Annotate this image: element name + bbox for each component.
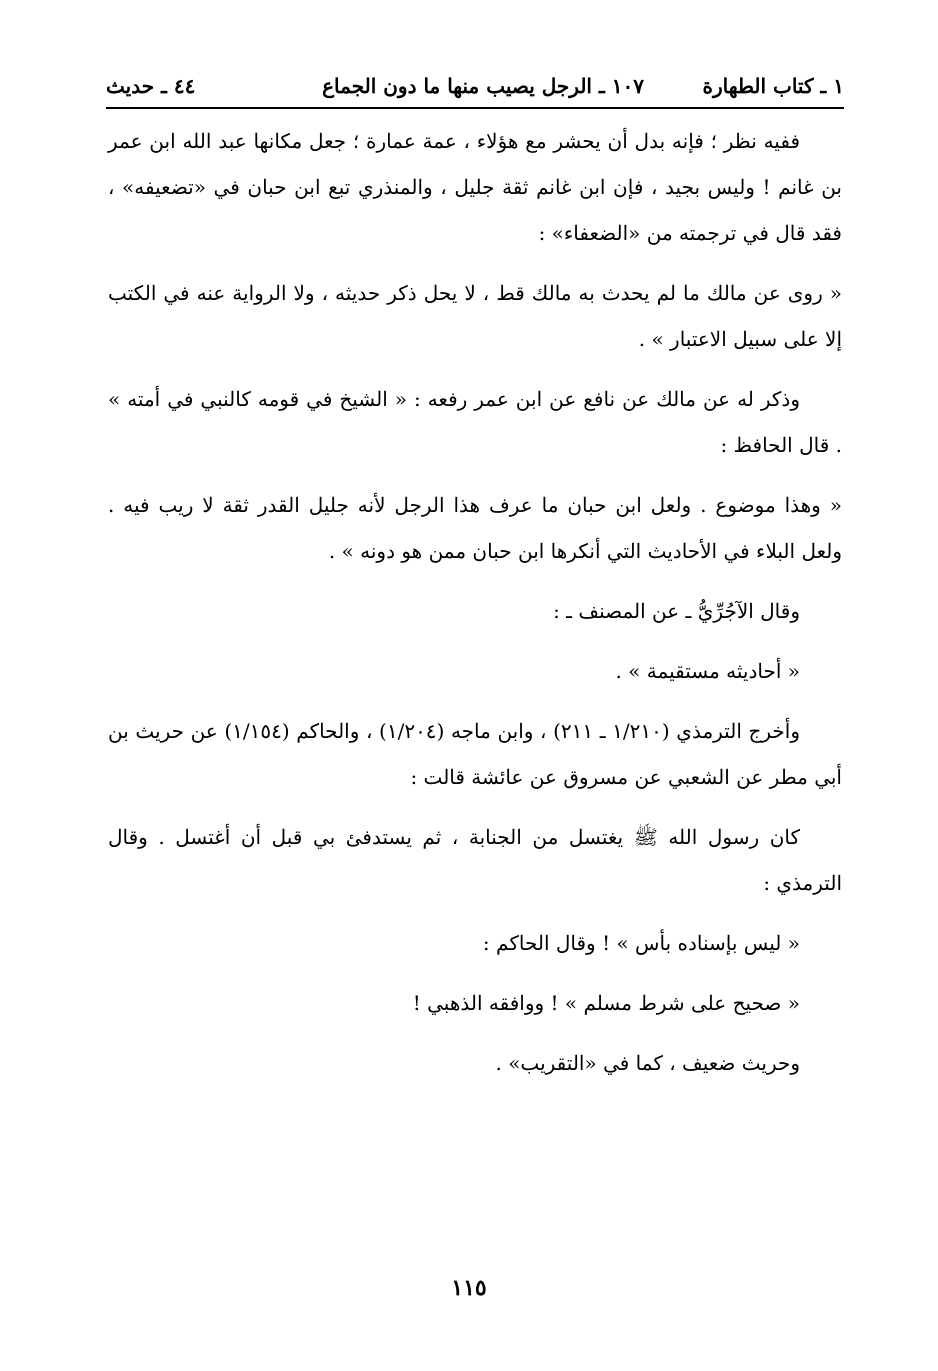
- header-hadith-number: ٤٤ ـ حديث: [106, 74, 196, 98]
- paragraph-1: ففيه نظر ؛ فإنه بدل أن يحشر مع هؤلاء ، عمة عمارة ؛ جعل مكانها عبد الله ابن عمر بن غانم ! وليس بجيد ، فإن ابن غانم ثقة جليل ، والمنذري تبع ابن حبان في «تضعيفه» ، فقد قال في ترجمته من «الضعفاء» :: [108, 129, 842, 245]
- paragraph-10-quote: « صحيح على شرط مسلم » ! ووافقه الذهبي !: [412, 991, 800, 1015]
- page-number: ١١٥: [451, 1275, 487, 1301]
- paragraph-3: وذكر له عن مالك عن نافع عن ابن عمر رفعه : « الشيخ في قومه كالنبي في أمته » . قال الحافظ :: [108, 387, 842, 457]
- paragraph-6-quote: « أحاديثه مستقيمة » .: [615, 659, 800, 683]
- header-divider: [106, 107, 844, 109]
- paragraph-9-quote: « ليس بإسناده بأس » ! وقال الحاكم :: [482, 931, 800, 955]
- header-book-title: ١ ـ كتاب الطهارة: [702, 74, 844, 98]
- paragraph-4-quote: « وهذا موضوع . ولعل ابن حبان ما عرف هذا الرجل لأنه جليل القدر ثقة لا ريب فيه . ولعل البلاء في الأحاديث التي أنكرها ابن حبان ممن هو دونه » .: [108, 493, 842, 563]
- paragraph-2-quote: « روى عن مالك ما لم يحدث به مالك قط ، لا يحل ذكر حديثه ، ولا الرواية عنه في الكتب إلا على سبيل الاعتبار » .: [108, 281, 842, 351]
- header-chapter-title: ١٠٧ ـ الرجل يصيب منها ما دون الجماع: [322, 74, 644, 98]
- paragraph-8: كان رسول الله ﷺ يغتسل من الجنابة ، ثم يستدفئ بي قبل أن أغتسل . وقال الترمذي :: [108, 825, 842, 895]
- paragraph-11: وحريث ضعيف ، كما في «التقريب» .: [495, 1051, 800, 1075]
- paragraph-5: وقال الآجُرِّيُّ ـ عن المصنف ـ :: [553, 599, 800, 623]
- running-header: [106, 66, 844, 106]
- page-body: [108, 118, 842, 1100]
- paragraph-7: وأخرج الترمذي (١/٢١٠ ـ ٢١١) ، وابن ماجه (١/٢٠٤) ، والحاكم (١/١٥٤) عن حريث بن أبي مطر عن الشعبي عن مسروق عن عائشة قالت :: [108, 719, 842, 789]
